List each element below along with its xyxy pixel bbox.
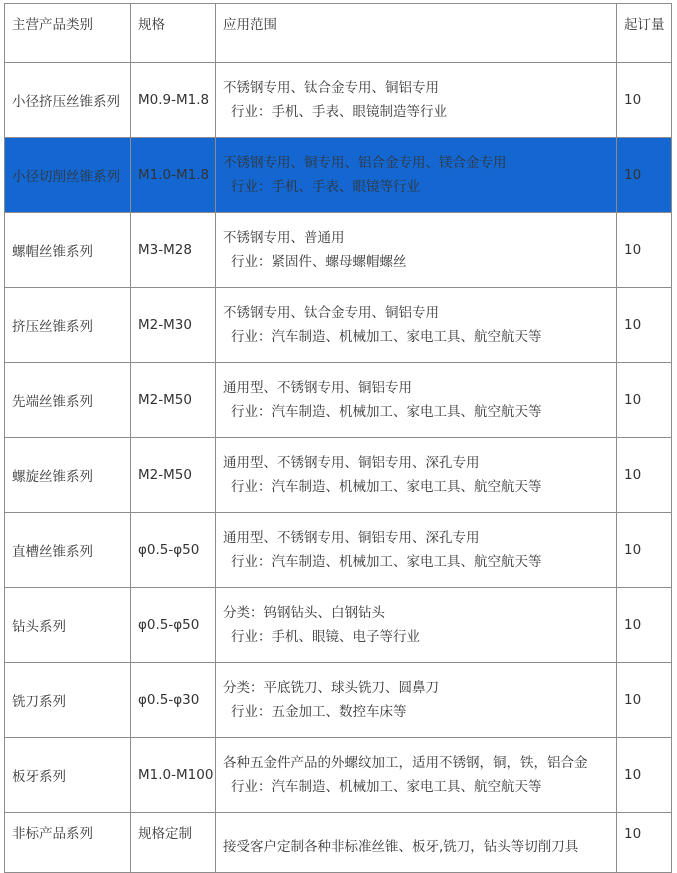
cell-moq: 10 bbox=[617, 813, 672, 873]
table-row[interactable] bbox=[5, 738, 672, 813]
cell-spec: φ0.5-φ30 bbox=[131, 663, 216, 738]
cell-category: 钻头系列 bbox=[5, 588, 131, 663]
cell-spec: φ0.5-φ50 bbox=[131, 513, 216, 588]
application-industry: 行业：手机、手表、眼镜制造等行业 bbox=[231, 104, 447, 120]
cell-application bbox=[216, 738, 617, 813]
table-row[interactable] bbox=[5, 813, 672, 873]
cell-application bbox=[216, 288, 617, 363]
cell-spec: M0.9-M1.8 bbox=[131, 63, 216, 138]
cell-moq: 10 bbox=[617, 438, 672, 513]
cell-application bbox=[216, 663, 617, 738]
table-row[interactable] bbox=[5, 213, 672, 288]
cell-application bbox=[216, 438, 617, 513]
application-materials: 通用型、不锈钢专用、铜铝专用、深孔专用 bbox=[223, 455, 480, 471]
cell-spec: M1.0-M100 bbox=[131, 738, 216, 813]
cell-moq: 10 bbox=[617, 138, 672, 213]
application-industry: 行业：汽车制造、机械加工、家电工具、航空航天等 bbox=[231, 404, 542, 420]
product-table bbox=[4, 3, 672, 873]
cell-category: 螺旋丝锥系列 bbox=[5, 438, 131, 513]
cell-application bbox=[216, 138, 617, 213]
application-industry: 行业：紧固件、螺母螺帽螺丝 bbox=[231, 254, 407, 270]
application-materials: 分类：平底铣刀、球头铣刀、圆鼻刀 bbox=[223, 680, 439, 696]
cell-category: 铣刀系列 bbox=[5, 663, 131, 738]
cell-moq: 10 bbox=[617, 588, 672, 663]
cell-application bbox=[216, 588, 617, 663]
application-materials: 不锈钢专用、普通用 bbox=[223, 230, 345, 246]
application-industry: 行业：汽车制造、机械加工、家电工具、航空航天等 bbox=[231, 554, 542, 570]
cell-moq: 10 bbox=[617, 513, 672, 588]
application-industry: 行业：手机、眼镜、电子等行业 bbox=[231, 629, 420, 645]
table-row[interactable] bbox=[5, 363, 672, 438]
header-category: 主营产品类别 bbox=[5, 4, 131, 63]
application-materials: 不锈钢专用、铜专用、铝合金专用、镁合金专用 bbox=[223, 155, 507, 171]
application-industry: 行业：汽车制造、机械加工、家电工具、航空航天等 bbox=[231, 779, 542, 795]
cell-moq: 10 bbox=[617, 663, 672, 738]
cell-spec: M2-M50 bbox=[131, 363, 216, 438]
application-materials: 分类：钨钢钻头、白钢钻头 bbox=[223, 605, 385, 621]
cell-spec: M1.0-M1.8 bbox=[131, 138, 216, 213]
table-row[interactable] bbox=[5, 438, 672, 513]
header-spec: 规格 bbox=[131, 4, 216, 63]
cell-category: 非标产品系列 bbox=[5, 813, 131, 873]
application-description: 接受客户定制各种非标准丝锥、板牙,铣刀，钻头等切削刀具 bbox=[223, 839, 579, 855]
cell-category: 直槽丝锥系列 bbox=[5, 513, 131, 588]
cell-moq: 10 bbox=[617, 213, 672, 288]
table-header-row bbox=[5, 4, 672, 63]
cell-moq: 10 bbox=[617, 738, 672, 813]
table-row-selected[interactable] bbox=[5, 138, 672, 213]
application-materials: 不锈钢专用、钛合金专用、铜铝专用 bbox=[223, 80, 439, 96]
header-moq: 起订量 bbox=[617, 4, 672, 63]
cell-category: 螺帽丝锥系列 bbox=[5, 213, 131, 288]
cell-moq: 10 bbox=[617, 63, 672, 138]
cell-spec: M3-M28 bbox=[131, 213, 216, 288]
cell-application bbox=[216, 363, 617, 438]
cell-category: 小径切削丝锥系列 bbox=[5, 138, 131, 213]
table-row[interactable] bbox=[5, 63, 672, 138]
cell-category: 挤压丝锥系列 bbox=[5, 288, 131, 363]
cell-moq: 10 bbox=[617, 288, 672, 363]
table-row[interactable] bbox=[5, 288, 672, 363]
cell-category: 板牙系列 bbox=[5, 738, 131, 813]
cell-moq: 10 bbox=[617, 363, 672, 438]
table-row[interactable] bbox=[5, 588, 672, 663]
cell-category: 先端丝锥系列 bbox=[5, 363, 131, 438]
cell-spec: M2-M30 bbox=[131, 288, 216, 363]
table-row[interactable] bbox=[5, 513, 672, 588]
application-industry: 行业：汽车制造、机械加工、家电工具、航空航天等 bbox=[231, 329, 542, 345]
cell-category: 小径挤压丝锥系列 bbox=[5, 63, 131, 138]
application-industry: 行业：汽车制造、机械加工、家电工具、航空航天等 bbox=[231, 479, 542, 495]
cell-application bbox=[216, 63, 617, 138]
application-industry: 行业：手机、手表、眼镜等行业 bbox=[231, 179, 420, 195]
application-materials: 通用型、不锈钢专用、铜铝专用 bbox=[223, 380, 412, 396]
cell-application bbox=[216, 513, 617, 588]
application-materials: 不锈钢专用、钛合金专用、铜铝专用 bbox=[223, 305, 439, 321]
cell-spec: M2-M50 bbox=[131, 438, 216, 513]
cell-application bbox=[216, 813, 617, 873]
application-materials: 各种五金件产品的外螺纹加工，适用不锈钢，铜，铁，铝合金 bbox=[223, 755, 588, 771]
cell-application bbox=[216, 213, 617, 288]
cell-spec: φ0.5-φ50 bbox=[131, 588, 216, 663]
table-row[interactable] bbox=[5, 663, 672, 738]
header-application: 应用范围 bbox=[216, 4, 617, 63]
application-materials: 通用型、不锈钢专用、铜铝专用、深孔专用 bbox=[223, 530, 480, 546]
cell-spec: 规格定制 bbox=[131, 813, 216, 873]
application-industry: 行业：五金加工、数控车床等 bbox=[231, 704, 407, 720]
